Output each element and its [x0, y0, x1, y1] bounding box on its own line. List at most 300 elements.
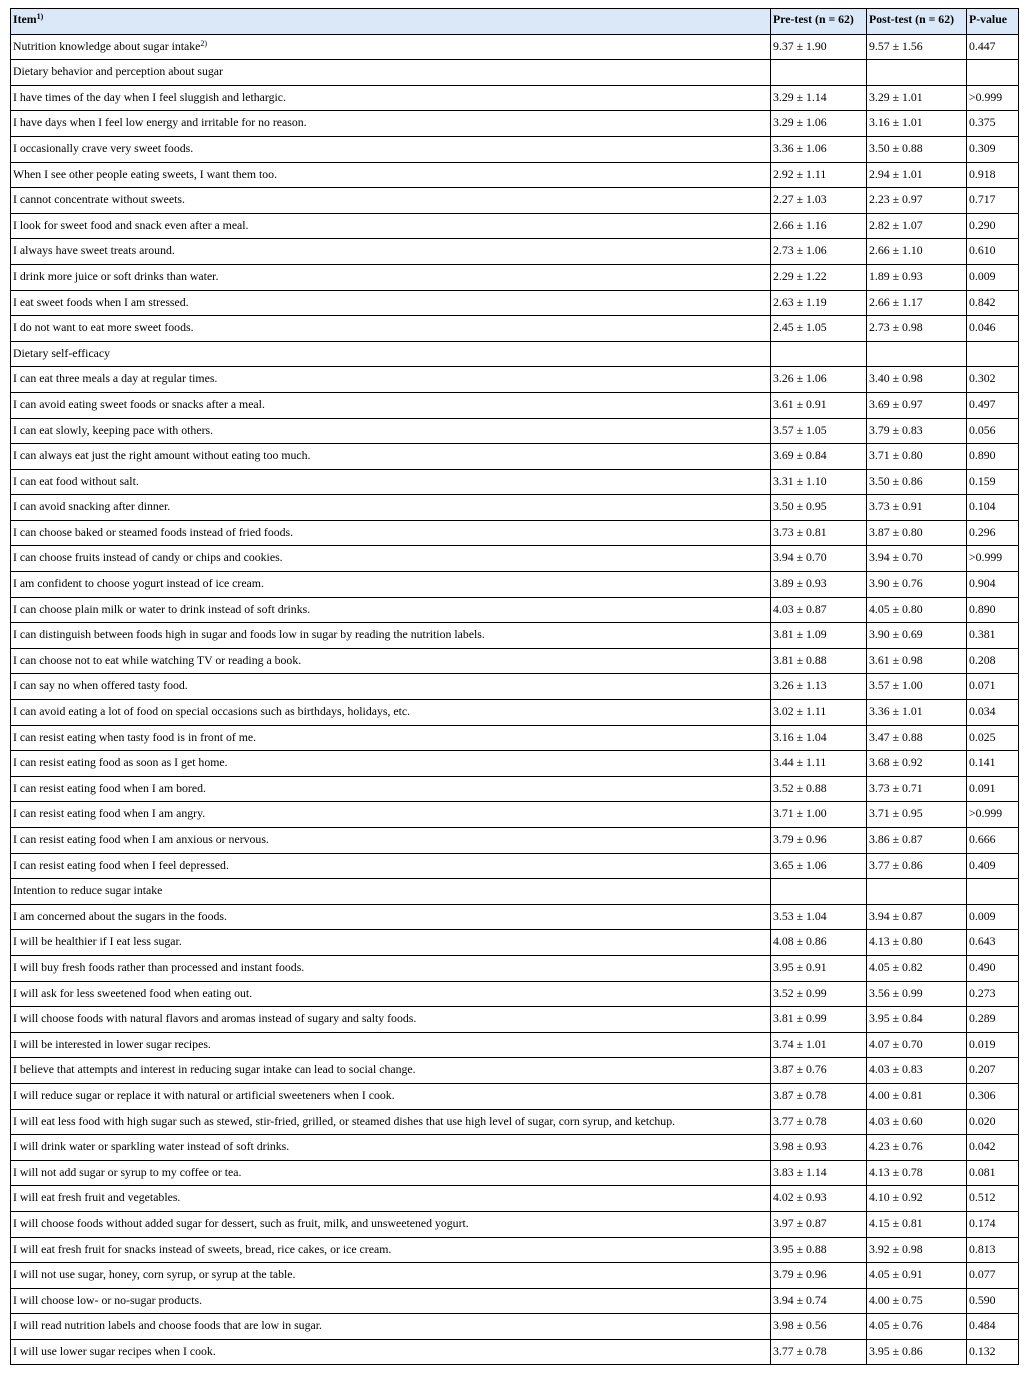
cell-item	[11, 60, 771, 86]
cell-pre-test: 3.44 ± 1.11	[771, 751, 867, 777]
table-row	[11, 392, 1019, 418]
table-row	[11, 213, 1019, 239]
cell-p-value: 0.081	[967, 1160, 1019, 1186]
cell-p-value: 0.071	[967, 674, 1019, 700]
cell-p-value: 0.296	[967, 520, 1019, 546]
cell-p-value: 0.077	[967, 1263, 1019, 1289]
cell-post-test: 3.50 ± 0.88	[867, 136, 967, 162]
cell-item	[11, 700, 771, 726]
cell-item	[11, 162, 771, 188]
cell-item	[11, 34, 771, 60]
cell-p-value	[967, 341, 1019, 367]
item-label: I will drink water or sparkling water instead of soft drinks.	[13, 1139, 290, 1154]
item-label: I will not use sugar, honey, corn syrup, or syrup at the table.	[13, 1267, 296, 1282]
cell-post-test: 3.16 ± 1.01	[867, 111, 967, 137]
item-label: I am confident to choose yogurt instead of ice cream.	[13, 576, 264, 591]
item-label: I will be healthier if I eat less sugar.	[13, 934, 182, 949]
cell-p-value: 0.890	[967, 597, 1019, 623]
item-label: I can avoid eating a lot of food on special occasions such as birthdays, holidays, etc.	[13, 704, 411, 719]
cell-pre-test: 3.77 ± 0.78	[771, 1109, 867, 1135]
item-label: Nutrition knowledge about sugar intake	[13, 38, 201, 53]
table-row	[11, 316, 1019, 342]
table-row	[11, 725, 1019, 751]
table-row	[11, 85, 1019, 111]
cell-post-test: 9.57 ± 1.56	[867, 34, 967, 60]
cell-p-value: >0.999	[967, 802, 1019, 828]
item-label: I will eat fresh fruit for snacks instead of sweets, bread, rice cakes, or ice cream.	[13, 1241, 392, 1256]
cell-p-value: 0.025	[967, 725, 1019, 751]
item-label: I have days when I feel low energy and irritable for no reason.	[13, 115, 307, 130]
cell-pre-test: 3.87 ± 0.78	[771, 1083, 867, 1109]
cell-item	[11, 213, 771, 239]
table-row	[11, 264, 1019, 290]
table-row	[11, 776, 1019, 802]
cell-item	[11, 495, 771, 521]
cell-post-test: 3.50 ± 0.86	[867, 469, 967, 495]
cell-post-test: 4.05 ± 0.82	[867, 955, 967, 981]
table-row	[11, 469, 1019, 495]
item-label: I will not add sugar or syrup to my coffee or tea.	[13, 1164, 242, 1179]
cell-p-value: 0.141	[967, 751, 1019, 777]
cell-p-value: 0.447	[967, 34, 1019, 60]
cell-post-test: 4.05 ± 0.76	[867, 1314, 967, 1340]
cell-item	[11, 674, 771, 700]
item-label: I can distinguish between foods high in sugar and foods low in sugar by reading the nutrition labels.	[13, 627, 485, 642]
cell-post-test	[867, 60, 967, 86]
item-label: I believe that attempts and interest in reducing sugar intake can lead to social change.	[13, 1062, 416, 1077]
table-row	[11, 367, 1019, 393]
cell-item	[11, 1339, 771, 1365]
table-row	[11, 111, 1019, 137]
cell-item	[11, 597, 771, 623]
header-p-value: P-value	[967, 9, 1019, 35]
cell-post-test: 3.29 ± 1.01	[867, 85, 967, 111]
table-row	[11, 60, 1019, 86]
cell-post-test: 3.69 ± 0.97	[867, 392, 967, 418]
cell-post-test: 3.90 ± 0.76	[867, 572, 967, 598]
item-label: I can avoid eating sweet foods or snacks after a meal.	[13, 396, 265, 411]
table-row	[11, 1083, 1019, 1109]
cell-pre-test: 3.98 ± 0.93	[771, 1135, 867, 1161]
table-row	[11, 648, 1019, 674]
cell-p-value: 0.813	[967, 1237, 1019, 1263]
cell-post-test: 3.47 ± 0.88	[867, 725, 967, 751]
table-row	[11, 904, 1019, 930]
cell-pre-test: 3.29 ± 1.06	[771, 111, 867, 137]
cell-post-test: 3.77 ± 0.86	[867, 853, 967, 879]
cell-post-test: 3.40 ± 0.98	[867, 367, 967, 393]
item-label: I can always eat just the right amount without eating too much.	[13, 448, 311, 463]
item-label: I will eat fresh fruit and vegetables.	[13, 1190, 181, 1205]
table-row	[11, 1135, 1019, 1161]
header-item-footnote: 1)	[36, 12, 44, 21]
table-row	[11, 623, 1019, 649]
table-row	[11, 290, 1019, 316]
cell-item	[11, 623, 771, 649]
header-pre-test: Pre-test (n = 62)	[771, 9, 867, 35]
item-label: I occasionally crave very sweet foods.	[13, 140, 194, 155]
item-label: Dietary self-efficacy	[13, 345, 111, 360]
item-label: I will choose foods without added sugar for dessert, such as fruit, milk, and unsweetened yogurt.	[13, 1215, 469, 1230]
item-label: I always have sweet treats around.	[13, 243, 175, 258]
item-label: I will choose low- or no-sugar products.	[13, 1292, 203, 1307]
cell-item	[11, 648, 771, 674]
cell-pre-test: 4.02 ± 0.93	[771, 1186, 867, 1212]
item-label: I can resist eating food when I feel depressed.	[13, 857, 229, 872]
table-row	[11, 1109, 1019, 1135]
cell-p-value: 0.375	[967, 111, 1019, 137]
item-label: I can say no when offered tasty food.	[13, 678, 188, 693]
item-label: I will reduce sugar or replace it with natural or artificial sweeteners when I cook.	[13, 1087, 395, 1102]
cell-p-value: 0.159	[967, 469, 1019, 495]
cell-p-value: 0.904	[967, 572, 1019, 598]
cell-pre-test: 3.94 ± 0.74	[771, 1288, 867, 1314]
item-label: I can resist eating food when I am anxious or nervous.	[13, 832, 269, 846]
cell-pre-test: 3.50 ± 0.95	[771, 495, 867, 521]
cell-pre-test: 2.29 ± 1.22	[771, 264, 867, 290]
cell-post-test: 4.07 ± 0.70	[867, 1032, 967, 1058]
cell-post-test: 3.73 ± 0.91	[867, 495, 967, 521]
item-label: I will read nutrition labels and choose foods that are low in sugar.	[13, 1318, 322, 1333]
table-row	[11, 802, 1019, 828]
cell-p-value: 0.132	[967, 1339, 1019, 1365]
cell-item	[11, 1032, 771, 1058]
table-row	[11, 930, 1019, 956]
cell-pre-test: 2.66 ± 1.16	[771, 213, 867, 239]
cell-pre-test: 3.26 ± 1.06	[771, 367, 867, 393]
item-label: I can resist eating food when I am angry.	[13, 806, 206, 821]
cell-post-test: 3.68 ± 0.92	[867, 751, 967, 777]
cell-item	[11, 1160, 771, 1186]
cell-pre-test	[771, 879, 867, 905]
cell-pre-test: 3.26 ± 1.13	[771, 674, 867, 700]
table-row	[11, 546, 1019, 572]
cell-pre-test: 4.03 ± 0.87	[771, 597, 867, 623]
cell-p-value: 0.009	[967, 904, 1019, 930]
cell-pre-test: 3.61 ± 0.91	[771, 392, 867, 418]
cell-p-value: >0.999	[967, 85, 1019, 111]
cell-p-value: 0.610	[967, 239, 1019, 265]
item-label: I can choose plain milk or water to drink instead of soft drinks.	[13, 601, 311, 616]
cell-p-value: 0.918	[967, 162, 1019, 188]
cell-post-test: 4.10 ± 0.92	[867, 1186, 967, 1212]
cell-pre-test: 3.65 ± 1.06	[771, 853, 867, 879]
item-label: I can choose fruits instead of candy or chips and cookies.	[13, 550, 283, 565]
cell-item	[11, 418, 771, 444]
table-row	[11, 1288, 1019, 1314]
item-label: I drink more juice or soft drinks than water.	[13, 268, 219, 283]
cell-post-test: 3.95 ± 0.86	[867, 1339, 967, 1365]
cell-p-value: 0.034	[967, 700, 1019, 726]
item-label: When I see other people eating sweets, I want them too.	[13, 166, 278, 181]
table-row	[11, 1032, 1019, 1058]
table-row	[11, 1263, 1019, 1289]
cell-item	[11, 239, 771, 265]
cell-pre-test: 3.87 ± 0.76	[771, 1058, 867, 1084]
cell-pre-test: 3.69 ± 0.84	[771, 444, 867, 470]
table-row	[11, 597, 1019, 623]
item-label: I do not want to eat more sweet foods.	[13, 320, 194, 335]
cell-pre-test: 9.37 ± 1.90	[771, 34, 867, 60]
table-header-row	[11, 9, 1019, 35]
cell-p-value: 0.104	[967, 495, 1019, 521]
cell-item	[11, 316, 771, 342]
cell-post-test: 2.73 ± 0.98	[867, 316, 967, 342]
cell-p-value: >0.999	[967, 546, 1019, 572]
cell-p-value: 0.290	[967, 213, 1019, 239]
cell-item	[11, 751, 771, 777]
table-row	[11, 1211, 1019, 1237]
cell-p-value: 0.381	[967, 623, 1019, 649]
item-label: I can eat three meals a day at regular times.	[13, 371, 218, 386]
cell-post-test	[867, 879, 967, 905]
cell-item	[11, 1237, 771, 1263]
cell-p-value: 0.490	[967, 955, 1019, 981]
cell-p-value: 0.842	[967, 290, 1019, 316]
table-row	[11, 1339, 1019, 1365]
item-label: I have times of the day when I feel sluggish and lethargic.	[13, 89, 286, 104]
item-label: I can avoid snacking after dinner.	[13, 499, 171, 514]
cell-item	[11, 1109, 771, 1135]
cell-p-value: 0.046	[967, 316, 1019, 342]
cell-item	[11, 1263, 771, 1289]
cell-pre-test: 3.16 ± 1.04	[771, 725, 867, 751]
cell-post-test: 2.66 ± 1.10	[867, 239, 967, 265]
cell-item	[11, 520, 771, 546]
cell-post-test: 4.23 ± 0.76	[867, 1135, 967, 1161]
item-label: I am concerned about the sugars in the foods.	[13, 908, 227, 923]
table-row	[11, 674, 1019, 700]
cell-post-test: 4.05 ± 0.91	[867, 1263, 967, 1289]
cell-pre-test	[771, 60, 867, 86]
cell-item	[11, 904, 771, 930]
cell-post-test: 4.03 ± 0.83	[867, 1058, 967, 1084]
cell-item	[11, 828, 771, 854]
table-row	[11, 853, 1019, 879]
cell-post-test: 1.89 ± 0.93	[867, 264, 967, 290]
cell-post-test: 3.92 ± 0.98	[867, 1237, 967, 1263]
table-row	[11, 572, 1019, 598]
table-row	[11, 495, 1019, 521]
header-item-label: Item	[13, 12, 37, 26]
cell-item	[11, 879, 771, 905]
table-row	[11, 700, 1019, 726]
cell-item	[11, 776, 771, 802]
cell-post-test: 3.57 ± 1.00	[867, 674, 967, 700]
item-label: I will use lower sugar recipes when I cook.	[13, 1343, 216, 1358]
table-row	[11, 1058, 1019, 1084]
cell-pre-test: 3.94 ± 0.70	[771, 546, 867, 572]
cell-pre-test: 3.29 ± 1.14	[771, 85, 867, 111]
table-row	[11, 981, 1019, 1007]
cell-p-value: 0.042	[967, 1135, 1019, 1161]
cell-item	[11, 955, 771, 981]
cell-pre-test: 2.45 ± 1.05	[771, 316, 867, 342]
table-row	[11, 1186, 1019, 1212]
cell-item	[11, 264, 771, 290]
cell-p-value: 0.019	[967, 1032, 1019, 1058]
cell-item	[11, 1007, 771, 1033]
cell-post-test: 3.79 ± 0.83	[867, 418, 967, 444]
cell-pre-test: 3.81 ± 1.09	[771, 623, 867, 649]
cell-pre-test: 2.73 ± 1.06	[771, 239, 867, 265]
cell-post-test: 4.13 ± 0.80	[867, 930, 967, 956]
cell-item	[11, 1288, 771, 1314]
table-row	[11, 1160, 1019, 1186]
cell-item	[11, 136, 771, 162]
table-body	[11, 34, 1019, 1365]
cell-pre-test: 3.83 ± 1.14	[771, 1160, 867, 1186]
item-label: I can eat slowly, keeping pace with others.	[13, 422, 214, 437]
table-row	[11, 1007, 1019, 1033]
cell-item	[11, 111, 771, 137]
header-post-test: Post-test (n = 62)	[867, 9, 967, 35]
results-table	[10, 8, 1019, 1365]
header-item	[11, 9, 771, 35]
cell-item	[11, 546, 771, 572]
cell-p-value: 0.309	[967, 136, 1019, 162]
cell-p-value: 0.484	[967, 1314, 1019, 1340]
cell-post-test: 2.82 ± 1.07	[867, 213, 967, 239]
cell-pre-test: 3.95 ± 0.88	[771, 1237, 867, 1263]
cell-item	[11, 725, 771, 751]
table-row	[11, 751, 1019, 777]
cell-post-test: 4.00 ± 0.75	[867, 1288, 967, 1314]
item-label: I can resist eating food as soon as I get home.	[13, 755, 228, 770]
cell-item	[11, 1186, 771, 1212]
table-row	[11, 418, 1019, 444]
cell-p-value: 0.091	[967, 776, 1019, 802]
item-label: I will be interested in lower sugar recipes.	[13, 1036, 211, 1051]
cell-item	[11, 802, 771, 828]
table-row	[11, 444, 1019, 470]
cell-p-value: 0.207	[967, 1058, 1019, 1084]
cell-pre-test: 3.79 ± 0.96	[771, 828, 867, 854]
cell-pre-test: 2.92 ± 1.11	[771, 162, 867, 188]
cell-p-value: 0.020	[967, 1109, 1019, 1135]
cell-p-value: 0.306	[967, 1083, 1019, 1109]
cell-p-value: 0.409	[967, 853, 1019, 879]
cell-p-value: 0.174	[967, 1211, 1019, 1237]
cell-post-test: 2.66 ± 1.17	[867, 290, 967, 316]
cell-post-test	[867, 341, 967, 367]
cell-p-value: 0.208	[967, 648, 1019, 674]
cell-pre-test: 3.73 ± 0.81	[771, 520, 867, 546]
cell-p-value: 0.009	[967, 264, 1019, 290]
cell-pre-test: 3.57 ± 1.05	[771, 418, 867, 444]
cell-item	[11, 85, 771, 111]
cell-pre-test: 4.08 ± 0.86	[771, 930, 867, 956]
table-row	[11, 136, 1019, 162]
cell-post-test: 3.94 ± 0.70	[867, 546, 967, 572]
item-label: Intention to reduce sugar intake	[13, 883, 163, 898]
item-label: I will ask for less sweetened food when eating out.	[13, 985, 253, 1000]
cell-pre-test: 3.71 ± 1.00	[771, 802, 867, 828]
cell-p-value: 0.890	[967, 444, 1019, 470]
cell-pre-test: 3.53 ± 1.04	[771, 904, 867, 930]
cell-pre-test: 3.52 ± 0.99	[771, 981, 867, 1007]
cell-p-value: 0.497	[967, 392, 1019, 418]
cell-item	[11, 444, 771, 470]
results-table-container	[10, 8, 1018, 1365]
cell-pre-test: 2.63 ± 1.19	[771, 290, 867, 316]
cell-item	[11, 367, 771, 393]
cell-pre-test: 2.27 ± 1.03	[771, 188, 867, 214]
item-label: I look for sweet food and snack even after a meal.	[13, 217, 249, 232]
cell-item	[11, 392, 771, 418]
item-label: I can choose baked or steamed foods instead of fried foods.	[13, 524, 294, 539]
cell-p-value: 0.302	[967, 367, 1019, 393]
cell-post-test: 3.95 ± 0.84	[867, 1007, 967, 1033]
table-row	[11, 828, 1019, 854]
cell-item	[11, 930, 771, 956]
cell-item	[11, 1083, 771, 1109]
item-footnote: 2)	[200, 38, 208, 48]
cell-pre-test: 3.36 ± 1.06	[771, 136, 867, 162]
cell-p-value: 0.512	[967, 1186, 1019, 1212]
cell-pre-test: 3.81 ± 0.99	[771, 1007, 867, 1033]
cell-post-test: 3.86 ± 0.87	[867, 828, 967, 854]
cell-pre-test: 3.52 ± 0.88	[771, 776, 867, 802]
cell-post-test: 3.90 ± 0.69	[867, 623, 967, 649]
item-label: I will buy fresh foods rather than processed and instant foods.	[13, 959, 305, 974]
cell-pre-test: 3.02 ± 1.11	[771, 700, 867, 726]
cell-p-value: 0.590	[967, 1288, 1019, 1314]
cell-post-test: 4.13 ± 0.78	[867, 1160, 967, 1186]
cell-item	[11, 1058, 771, 1084]
cell-p-value: 0.717	[967, 188, 1019, 214]
item-label: I can choose not to eat while watching TV or reading a book.	[13, 652, 302, 667]
cell-post-test: 3.71 ± 0.80	[867, 444, 967, 470]
cell-p-value: 0.273	[967, 981, 1019, 1007]
cell-p-value	[967, 879, 1019, 905]
cell-post-test: 3.36 ± 1.01	[867, 700, 967, 726]
cell-pre-test: 3.74 ± 1.01	[771, 1032, 867, 1058]
cell-post-test: 4.15 ± 0.81	[867, 1211, 967, 1237]
cell-post-test: 3.94 ± 0.87	[867, 904, 967, 930]
cell-pre-test: 3.79 ± 0.96	[771, 1263, 867, 1289]
cell-item	[11, 572, 771, 598]
item-label: I cannot concentrate without sweets.	[13, 192, 185, 207]
cell-pre-test: 3.95 ± 0.91	[771, 955, 867, 981]
table-row	[11, 34, 1019, 60]
cell-item	[11, 188, 771, 214]
cell-item	[11, 981, 771, 1007]
cell-item	[11, 290, 771, 316]
item-label: Dietary behavior and perception about sugar	[13, 64, 223, 79]
item-label: I can resist eating food when I am bored.	[13, 780, 206, 795]
cell-pre-test: 3.77 ± 0.78	[771, 1339, 867, 1365]
cell-p-value	[967, 60, 1019, 86]
table-row	[11, 1314, 1019, 1340]
cell-post-test: 4.00 ± 0.81	[867, 1083, 967, 1109]
table-row	[11, 879, 1019, 905]
cell-pre-test: 3.81 ± 0.88	[771, 648, 867, 674]
cell-pre-test: 3.98 ± 0.56	[771, 1314, 867, 1340]
cell-post-test: 4.03 ± 0.60	[867, 1109, 967, 1135]
cell-post-test: 3.56 ± 0.99	[867, 981, 967, 1007]
cell-post-test: 3.61 ± 0.98	[867, 648, 967, 674]
cell-item	[11, 1135, 771, 1161]
item-label: I eat sweet foods when I am stressed.	[13, 294, 189, 309]
cell-p-value: 0.666	[967, 828, 1019, 854]
cell-post-test: 2.23 ± 0.97	[867, 188, 967, 214]
cell-post-test: 4.05 ± 0.80	[867, 597, 967, 623]
table-row	[11, 239, 1019, 265]
cell-p-value: 0.643	[967, 930, 1019, 956]
table-row	[11, 188, 1019, 214]
item-label: I can eat food without salt.	[13, 473, 139, 488]
